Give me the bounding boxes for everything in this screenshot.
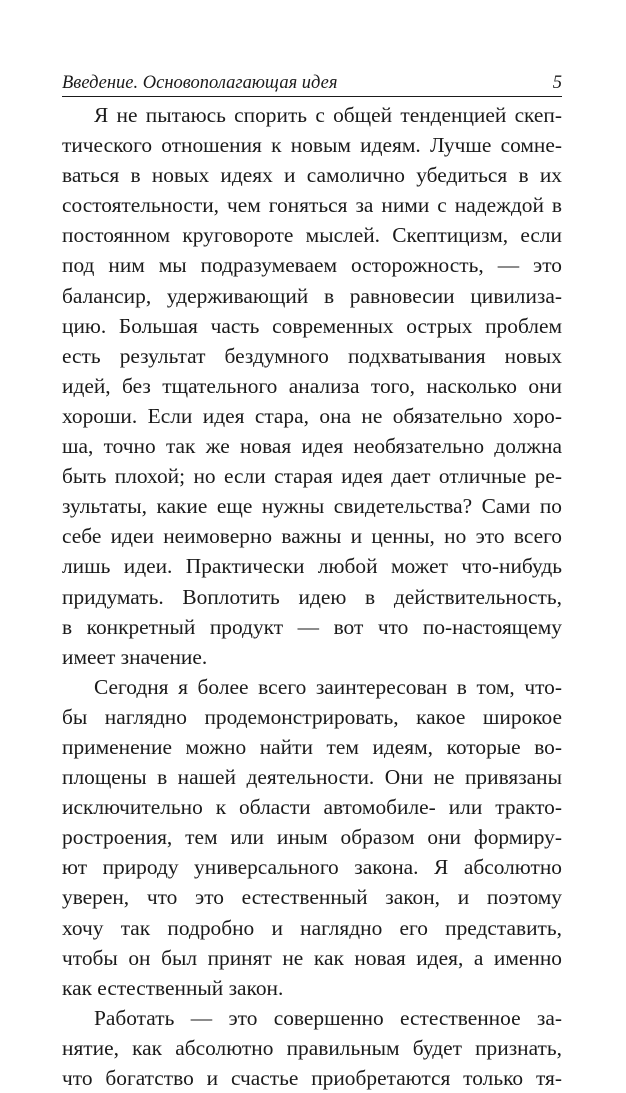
text-line: имеет значение.	[62, 644, 208, 669]
text-line: состоятельности, чем гоняться за ними с надеждой в	[62, 193, 562, 218]
text-line: уверен, что это естественный закон, и поэтому	[62, 885, 562, 910]
text-line: в конкретный продукт — вот что по-настоящему	[62, 614, 562, 639]
text-line: хороши. Если идея стара, она не обязательно хоро-	[62, 403, 562, 428]
text-line: нятие, как абсолютно правильным будет признать,	[62, 1035, 562, 1060]
header-rule	[62, 96, 562, 97]
text-line: чтобы он был принят не как новая идея, а именно	[62, 945, 562, 970]
text-line: придумать. Воплотить идею в действительность,	[62, 584, 562, 609]
text-line: Я не пытаюсь спорить с общей тенденцией скеп-	[94, 103, 562, 127]
running-title: Введение. Основополагающая идея	[62, 73, 338, 93]
text-line: Работать — это совершенно естественное за-	[94, 1005, 562, 1030]
text-line: тического отношения к новым идеям. Лучше сомне-	[62, 133, 562, 158]
text-line: лишь идеи. Практически любой может что-нибудь	[62, 554, 562, 579]
text-line: есть результат бездумного подхватывания новых	[62, 343, 562, 368]
text-line: ют природу универсального закона. Я абсолютно	[62, 855, 562, 880]
text-line: идей, без тщательного анализа того, насколько они	[62, 373, 562, 398]
page-number: 5	[552, 73, 562, 93]
text-line: что богатство и счастье приобретаются только тя-	[62, 1066, 562, 1090]
text-line: исключительно к области автомобиле- или тракто-	[62, 795, 562, 820]
text-line: как естественный закон.	[62, 975, 284, 1000]
text-line: ваться в новых идеях и самолично убедиться в их	[62, 163, 562, 188]
running-header	[62, 70, 562, 96]
text-line: балансир, удерживающий в равновесии цивилиза-	[62, 283, 562, 308]
body-text	[62, 100, 562, 1093]
text-line: хочу так подробно и наглядно его представить,	[62, 915, 562, 940]
text-line: ростроения, тем или иным образом они формиру-	[62, 825, 562, 850]
text-line: постоянном круговороте мыслей. Скептицизм, если	[62, 223, 562, 248]
text-line: Сегодня я более всего заинтересован в том, что-	[94, 674, 562, 699]
text-line: применение можно найти тем идеям, которые во-	[62, 734, 562, 759]
text-line: быть плохой; но если старая идея дает отличные ре-	[62, 464, 562, 489]
text-line: ша, точно так же новая идея необязательно должна	[62, 434, 562, 459]
text-line: себе идеи неимоверно важны и ценны, но это всего	[62, 524, 562, 549]
text-line: зультаты, какие еще нужны свидетельства? Сами по	[62, 494, 562, 519]
text-line: под ним мы подразумеваем осторожность, — это	[62, 253, 562, 278]
text-line: площены в нашей деятельности. Они не привязаны	[62, 765, 562, 790]
text-line: бы наглядно продемонстрировать, какое широкое	[62, 704, 562, 729]
text-line: цию. Большая часть современных острых проблем	[62, 313, 562, 338]
